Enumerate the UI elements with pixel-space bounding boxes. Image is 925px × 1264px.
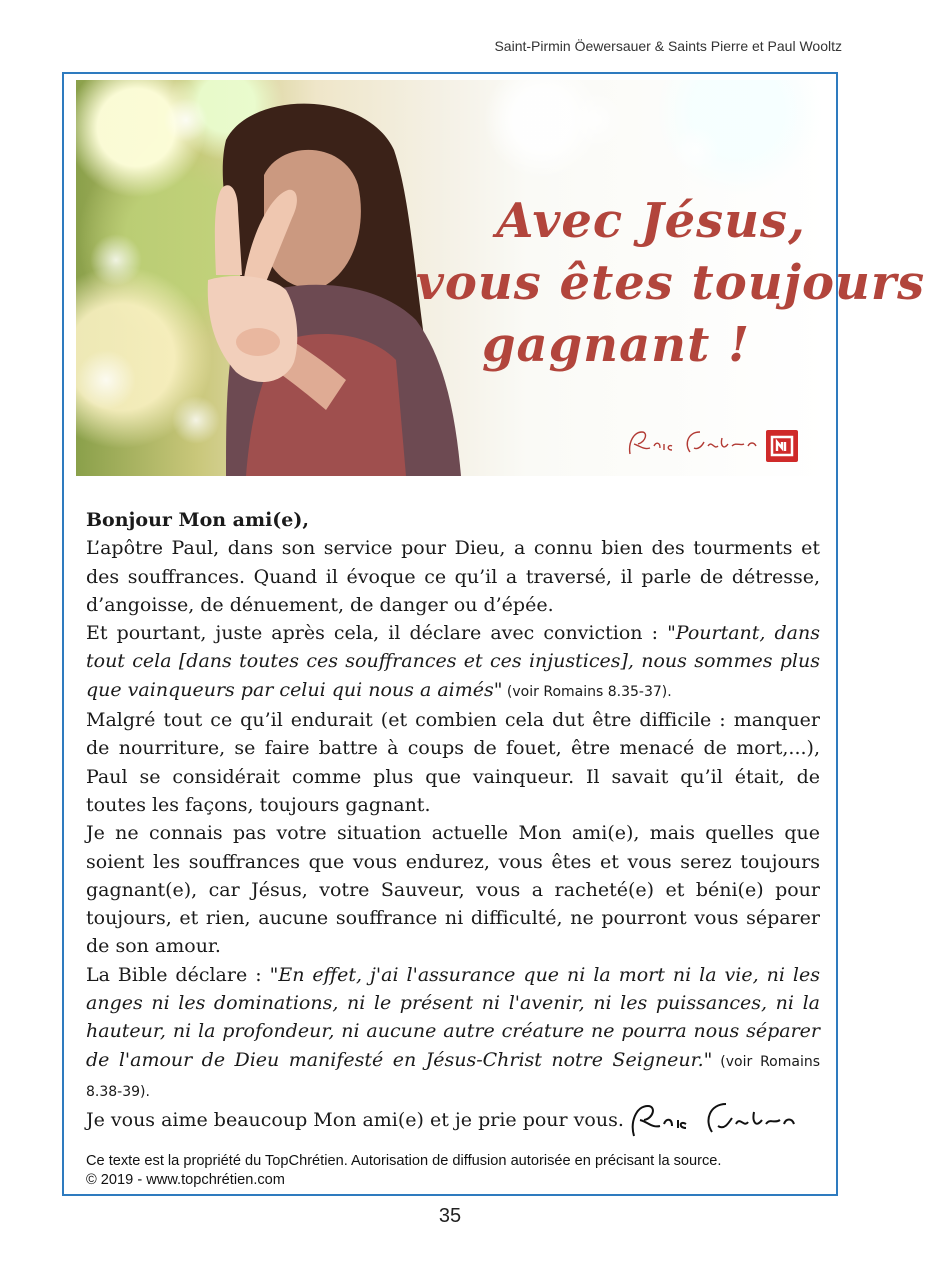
paragraph-1: L’apôtre Paul, dans son service pour Dieu, a connu bien des tourments et des souffrances. Quand il évoque ce qu’il a traversé, il parle de détresse, d’angoisse, de dénuement, de danger ou d’épée.	[86, 537, 820, 616]
paragraph-4: Je ne connais pas votre situation actuelle Mon ami(e), mais quelles que soient les souffrances que vous endurez, vous êtes et vous serez toujours gagnant(e), car Jésus, votre Sauveur, vous a racheté(e) et béni(e) pour toujours, et rien, aucune souffrance ni difficulté, ne pourront vous séparer de son amour.	[86, 822, 820, 958]
article-body	[86, 506, 820, 1135]
paragraph-2	[86, 619, 820, 706]
slogan-line-2: vous êtes toujours	[416, 255, 925, 311]
hero-image	[76, 80, 925, 476]
slogan-line-1: Avec Jésus,	[496, 193, 806, 249]
reference-romans-8-38: (voir Romains 8.38-39).	[86, 1053, 821, 1100]
paragraph-5	[86, 961, 820, 1106]
running-header: Saint-Pirmin Öewersauer & Saints Pierre et Paul Wooltz	[494, 38, 842, 54]
paragraph-2-intro: Et pourtant, juste après cela, il déclare avec conviction :	[86, 622, 668, 645]
footer	[86, 1152, 721, 1190]
topchretien-logo	[766, 430, 798, 462]
quote-romans-8-38: "En effet, j'ai l'assurance que ni la mort ni la vie, ni les anges ni les dominations, ni le présent ni l'avenir, ni les puissances, ni la hauteur, ni la profondeur, ni aucune autre créature ne pourra nous séparer de l'amour de Dieu manifesté en Jésus-Christ notre Seigneur."	[86, 963, 821, 1071]
paragraph-5-intro: La Bible déclare :	[86, 963, 270, 986]
paragraph-3: Malgré tout ce qu’il endurait (et combien cela dut être difficile : manquer de nourriture, se faire battre à coups de fouet, être menacé de mort,...), Paul se considérait comme plus que vainqueur. Il savait qu’il était, de toutes les façons, toujours gagnant.	[86, 709, 820, 816]
greeting: Bonjour Mon ami(e),	[86, 509, 309, 531]
content-frame	[62, 72, 925, 1196]
hero-signature	[624, 424, 764, 464]
rights-notice: Ce texte est la propriété du TopChrétien. Autorisation de diffusion autorisée en précisant la source.	[86, 1153, 722, 1169]
slogan-line-3: gagnant !	[481, 317, 751, 373]
page-number: 35	[438, 1205, 462, 1227]
closing-line: Je vous aime beaucoup Mon ami(e) et je prie pour vous.	[86, 1109, 624, 1132]
author-signature	[624, 1096, 804, 1146]
reference-romans-8-35: (voir Romains 8.35-37).	[502, 683, 672, 700]
hero-slogan	[416, 190, 925, 376]
copyright-notice: © 2019 - www.topchrétien.com	[86, 1172, 285, 1188]
quote-romans-8-35: "Pourtant, dans tout cela [dans toutes ces souffrances et ces injustices], nous sommes plus que vainqueurs par celui qui nous a aimés"	[86, 622, 820, 701]
